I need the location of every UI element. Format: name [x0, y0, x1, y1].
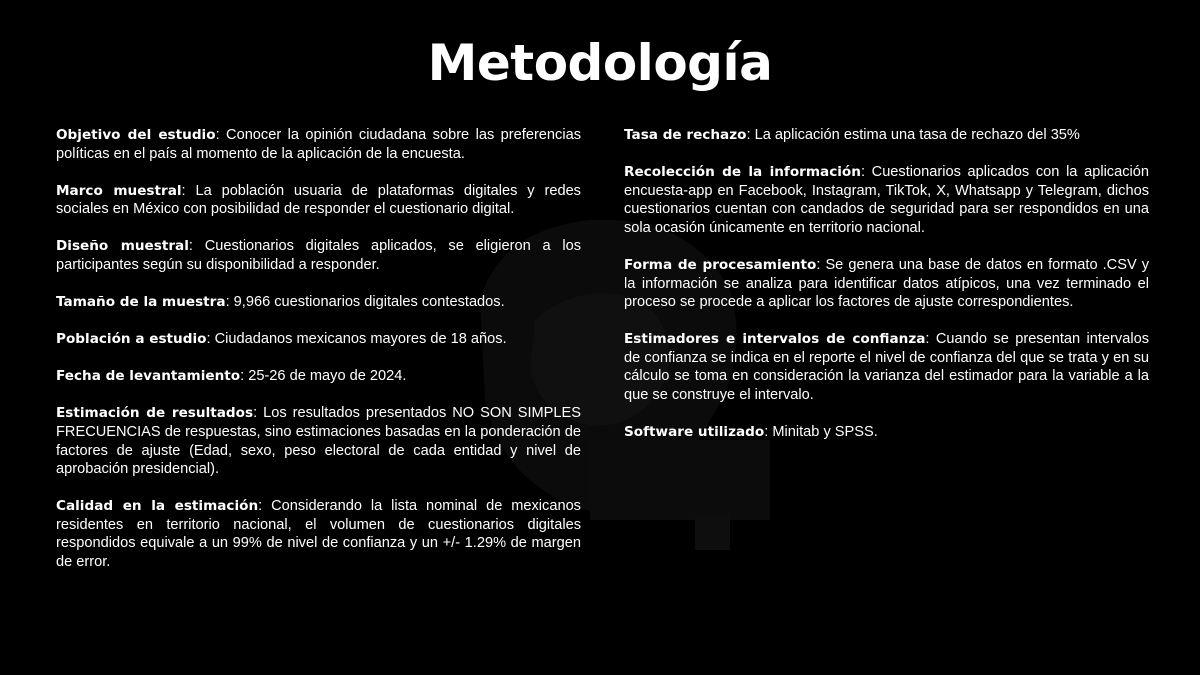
item-label: Estimadores e intervalos de confianza	[624, 331, 926, 348]
item-text: : Cuestionarios aplicados con la aplicación encuesta-app en Facebook, Instagram, TikTok, X, Whatsapp y Telegram, dichos cuestionarios cuentan con candados de seguridad para ser respondidos en una sola ocasión únicamente en territorio nacional.	[624, 164, 1149, 236]
item-label: Estimación de resultados	[56, 405, 254, 422]
item-label: Marco muestral	[56, 182, 182, 199]
methodology-item	[624, 256, 1149, 312]
right-column	[624, 126, 1149, 460]
item-label: Software utilizado	[624, 424, 765, 441]
methodology-item	[56, 497, 581, 571]
item-text: : La población usuaria de plataformas digitales y redes sociales en México con posibilidad de responder el cuestionario digital.	[56, 182, 581, 218]
methodology-item	[56, 330, 581, 349]
methodology-item	[624, 330, 1149, 404]
page-title: Metodología	[427, 34, 773, 92]
methodology-item	[56, 237, 581, 274]
item-label: Fecha de levantamiento	[56, 368, 241, 385]
methodology-item	[624, 423, 1149, 442]
item-label: Calidad en la estimación	[56, 498, 259, 515]
methodology-item	[56, 293, 581, 312]
item-text: : Se genera una base de datos en formato .CSV y la información se analiza para identificar datos atípicos, una vez terminado el proceso se procede a aplicar los factores de ajuste correspondientes.	[624, 256, 1149, 311]
item-text: : Ciudadanos mexicanos mayores de 18 años.	[206, 331, 507, 348]
item-text: : Cuestionarios digitales aplicados, se eligieron a los participantes según su disponibilidad a responder.	[56, 238, 581, 273]
methodology-item	[624, 163, 1149, 237]
item-text: : Minitab y SPSS.	[764, 424, 878, 441]
methodology-item	[624, 126, 1149, 145]
item-label: Población a estudio	[56, 331, 207, 348]
item-label: Recolección de la información	[624, 164, 861, 181]
item-text: : 9,966 cuestionarios digitales contestados.	[225, 294, 505, 311]
item-label: Forma de procesamiento	[624, 256, 817, 273]
methodology-item	[56, 182, 581, 219]
item-label: Objetivo del estudio	[56, 127, 216, 143]
item-label: Diseño muestral	[56, 238, 189, 255]
methodology-item	[56, 367, 581, 386]
item-text: : La aplicación estima una tasa de rechazo del 35%	[746, 127, 1080, 143]
item-text: : 25-26 de mayo de 2024.	[240, 368, 407, 385]
methodology-item	[56, 126, 581, 163]
item-text: : Cuando se presentan intervalos de confianza se indica en el reporte el nivel de confianza del que se trata y en su cálculo se toma en consideración la varianza del estimador para la variable a la que se construye el intervalo.	[624, 331, 1149, 404]
left-column	[56, 126, 581, 590]
item-label: Tamaño de la muestra	[56, 294, 226, 311]
item-text: : Considerando la lista nominal de mexicanos residentes en territorio nacional, el volumen de cuestionarios digitales respondidos equivale a un 99% de nivel de confianza y un +/- 1.29% de margen de error.	[56, 498, 581, 570]
item-text: : Conocer la opinión ciudadana sobre las preferencias políticas en el país al momento de la aplicación de la encuesta.	[56, 127, 581, 162]
item-text: : Los resultados presentados NO SON SIMPLES FRECUENCIAS de respuestas, sino estimaciones basadas en la ponderación de factores de ajuste (Edad, sexo, peso electoral de cada entidad y nivel de aprobación presidencial).	[56, 405, 581, 478]
methodology-item	[56, 404, 581, 478]
item-label: Tasa de rechazo	[624, 127, 747, 143]
